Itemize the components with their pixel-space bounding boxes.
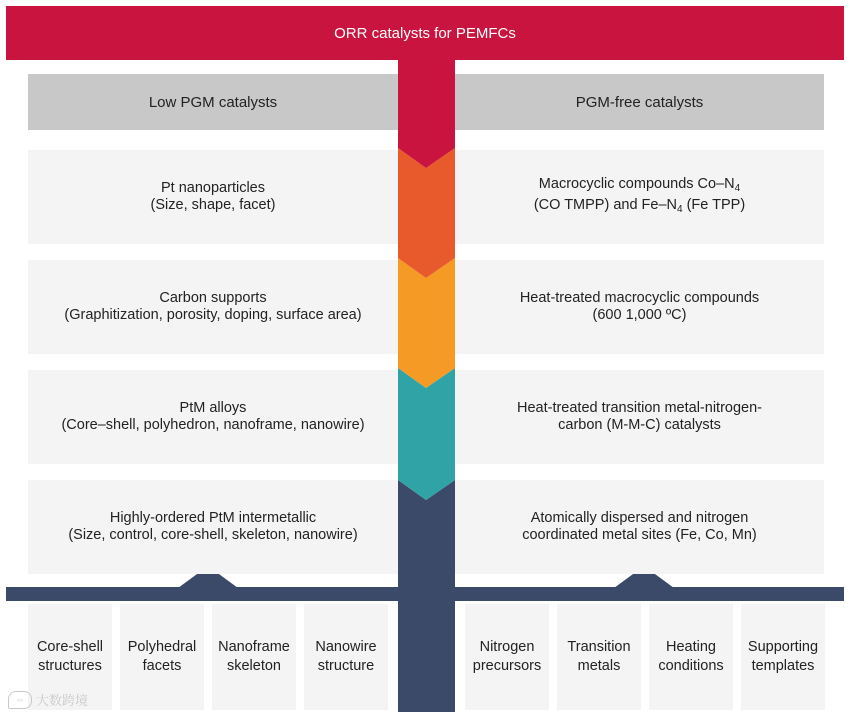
bottom-line2: facets	[142, 658, 182, 674]
box-title	[539, 176, 740, 197]
bottom-line2: structure	[317, 658, 375, 674]
box-title: Carbon supports	[159, 290, 267, 306]
watermark	[8, 690, 88, 709]
bottom-line2: templates	[751, 658, 815, 674]
bottom-box-supporting-templates	[741, 604, 825, 710]
box-title: PtM alloys	[179, 400, 247, 416]
box-detail: (Size, control, core-shell, skeleton, nanowire)	[68, 527, 358, 543]
subscript: 4	[734, 183, 741, 194]
box-title: Pt nanoparticles	[161, 180, 265, 196]
right-box-m-n-c	[455, 370, 824, 464]
left-header-label: Low PGM catalysts	[148, 93, 278, 111]
box-title: Heat-treated transition metal-nitrogen-	[516, 400, 762, 416]
spine-segment-crimson	[398, 60, 455, 168]
bottom-line2: metals	[577, 658, 621, 674]
box-detail: (Graphitization, porosity, doping, surface area)	[64, 307, 362, 323]
bottom-line1: Transition	[567, 639, 631, 655]
box-detail: (600 1,000 ºC)	[592, 307, 687, 323]
right-box-atomically-dispersed	[455, 480, 824, 574]
left-box-ptm-alloys	[28, 370, 398, 464]
bottom-line1: Supporting	[747, 639, 819, 655]
right-column-header	[455, 74, 824, 130]
bottom-line1: Nanoframe	[218, 639, 290, 655]
bottom-line1: Heating	[666, 639, 716, 655]
bottom-line1: Polyhedral	[127, 639, 197, 655]
chat-bubble-icon: ◦◦	[8, 691, 32, 709]
bottom-line1: Core-shell	[36, 639, 104, 655]
spine-segment-teal	[398, 368, 455, 500]
left-box-pt-nanoparticles	[28, 150, 398, 244]
bottom-box-nanoframe	[212, 604, 296, 710]
box-detail: carbon (M-M-C) catalysts	[558, 417, 721, 433]
left-column-header	[28, 74, 398, 130]
right-header-label: PGM-free catalysts	[575, 93, 704, 111]
box-detail-a: (CO TMPP) and Fe–N	[533, 197, 678, 213]
bottom-box-polyhedral	[120, 604, 204, 710]
bottom-line1: Nanowire	[315, 639, 377, 655]
bottom-line1: Nitrogen	[479, 639, 535, 655]
bottom-line2: conditions	[658, 658, 724, 674]
box-detail: coordinated metal sites (Fe, Co, Mn)	[522, 527, 757, 543]
bottom-box-heating-conditions	[649, 604, 733, 710]
banner-title	[6, 6, 844, 60]
right-box-macrocyclic	[455, 150, 824, 244]
box-title: Heat-treated macrocyclic compounds	[519, 290, 760, 306]
bottom-box-nanowire	[304, 604, 388, 710]
watermark-text: 大数跨境	[36, 693, 89, 708]
subscript: 4	[677, 204, 683, 215]
box-title: Highly-ordered PtM intermetallic	[109, 510, 317, 526]
box-title-text: Macrocyclic compounds Co–N	[538, 176, 735, 192]
bottom-box-nitrogen-precursors	[465, 604, 549, 710]
right-box-heat-treated-macrocyclic	[455, 260, 824, 354]
box-detail	[534, 197, 745, 218]
horizontal-bar	[6, 587, 844, 601]
left-box-ptm-intermetallic	[28, 480, 398, 574]
left-box-carbon-supports	[28, 260, 398, 354]
bottom-line2: skeleton	[226, 658, 281, 674]
box-title: Atomically dispersed and nitrogen	[530, 510, 749, 526]
banner-title-text: ORR catalysts for PEMFCs	[334, 24, 516, 42]
bottom-line2: structures	[38, 658, 102, 674]
bottom-line2: precursors	[472, 658, 542, 674]
box-detail-b: (Fe TPP)	[682, 197, 746, 213]
box-detail: (Size, shape, facet)	[150, 197, 276, 213]
bottom-box-transition-metals	[557, 604, 641, 710]
box-detail: (Core–shell, polyhedron, nanoframe, nanowire)	[61, 417, 365, 433]
